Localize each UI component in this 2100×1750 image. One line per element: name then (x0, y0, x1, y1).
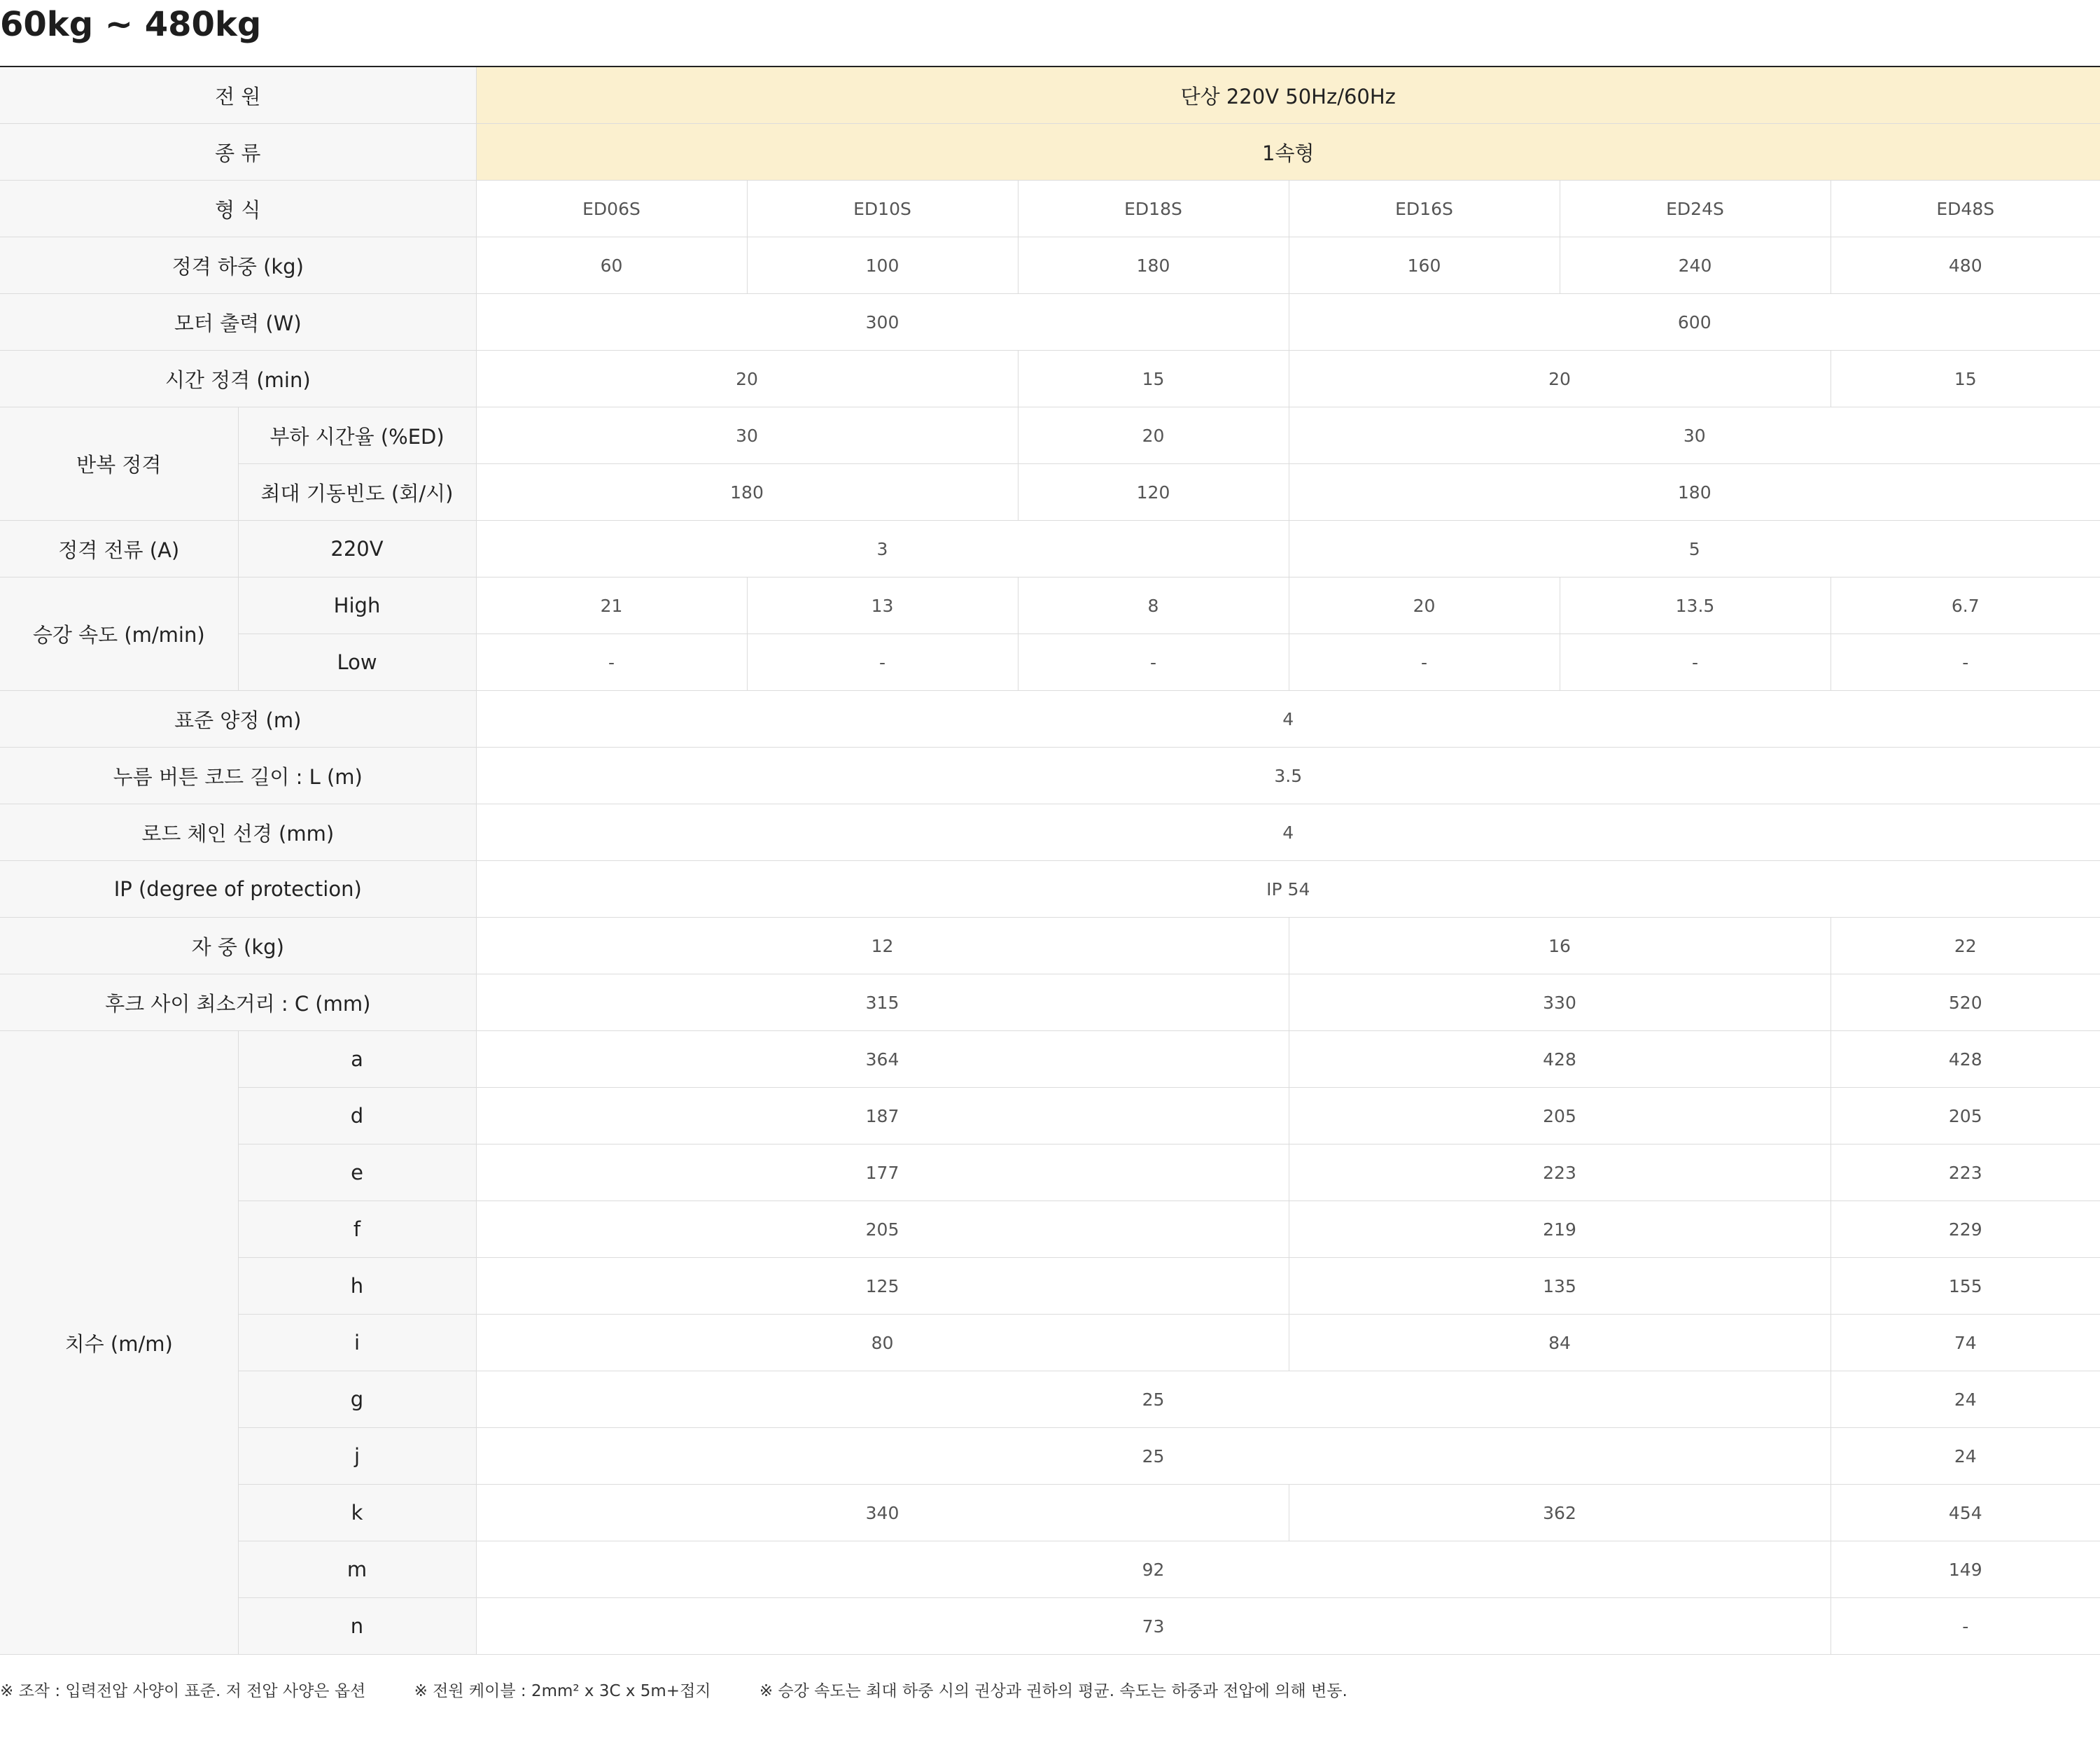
rated-load-cell: 240 (1560, 237, 1830, 294)
speed-high-label: High (238, 578, 476, 634)
rated-load-cell: 160 (1289, 237, 1560, 294)
dim-k-cell: 362 (1289, 1485, 1830, 1541)
footnote: ※ 전원 케이블 : 2mm² x 3C x 5m+접지 (414, 1682, 711, 1700)
row-speed-high (0, 578, 2100, 634)
model-cell: ED18S (1018, 181, 1289, 237)
speed-high-cell: 20 (1289, 578, 1560, 634)
duty-label: 부하 시간율 (%ED) (238, 407, 476, 464)
type-value: 1속형 (476, 124, 2100, 181)
time-rating-cell: 20 (476, 351, 1018, 407)
row-speed-low (0, 634, 2100, 691)
footnotes (0, 1677, 1391, 1705)
speed-low-cell: - (1018, 634, 1289, 691)
dim-a-cell: 428 (1830, 1031, 2100, 1088)
row-dim-d (0, 1088, 2100, 1144)
speed-low-cell: - (1289, 634, 1560, 691)
dim-m-cell: 92 (476, 1541, 1830, 1598)
hook-label: 후크 사이 최소거리 : C (mm) (0, 974, 476, 1031)
dim-a-label: a (238, 1031, 476, 1088)
speed-low-cell: - (476, 634, 747, 691)
speed-low-cell: - (747, 634, 1018, 691)
model-cell: ED24S (1560, 181, 1830, 237)
dim-d-cell: 205 (1289, 1088, 1830, 1144)
spec-table (0, 66, 2100, 1655)
dim-g-cell: 25 (476, 1371, 1830, 1428)
hook-cell: 315 (476, 974, 1289, 1031)
rated-load-cell: 480 (1830, 237, 2100, 294)
row-dim-a (0, 1031, 2100, 1088)
dim-d-cell: 187 (476, 1088, 1289, 1144)
model-cell: ED48S (1830, 181, 2100, 237)
dim-h-cell: 135 (1289, 1258, 1830, 1315)
row-hook (0, 974, 2100, 1031)
motor-label: 모터 출력 (W) (0, 294, 476, 351)
dim-a-cell: 428 (1289, 1031, 1830, 1088)
speed-high-cell: 21 (476, 578, 747, 634)
current-cell: 5 (1289, 521, 2100, 578)
cord-cell: 3.5 (476, 748, 2100, 804)
dim-f-cell: 229 (1830, 1201, 2100, 1258)
dim-i-cell: 80 (476, 1315, 1289, 1371)
starts-cell: 120 (1018, 464, 1289, 521)
dim-n-label: n (238, 1598, 476, 1655)
rated-load-label: 정격 하중 (kg) (0, 237, 476, 294)
dim-g-cell: 24 (1830, 1371, 2100, 1428)
dim-h-cell: 125 (476, 1258, 1289, 1315)
lift-cell: 4 (476, 691, 2100, 748)
duty-cell: 20 (1018, 407, 1289, 464)
duty-cell: 30 (476, 407, 1018, 464)
weight-label: 자 중 (kg) (0, 918, 476, 974)
speed-low-cell: - (1560, 634, 1830, 691)
row-time-rating (0, 351, 2100, 407)
dim-d-label: d (238, 1088, 476, 1144)
row-ip (0, 861, 2100, 918)
dim-k-cell: 340 (476, 1485, 1289, 1541)
row-dim-j (0, 1428, 2100, 1485)
row-dim-f (0, 1201, 2100, 1258)
dim-f-label: f (238, 1201, 476, 1258)
ip-label: IP (degree of protection) (0, 861, 476, 918)
rated-load-cell: 100 (747, 237, 1018, 294)
dim-j-cell: 25 (476, 1428, 1830, 1485)
dim-d-cell: 205 (1830, 1088, 2100, 1144)
dim-i-cell: 74 (1830, 1315, 2100, 1371)
dim-k-cell: 454 (1830, 1485, 2100, 1541)
dim-a-cell: 364 (476, 1031, 1289, 1088)
dim-j-cell: 24 (1830, 1428, 2100, 1485)
power-label: 전 원 (0, 66, 476, 124)
dim-k-label: k (238, 1485, 476, 1541)
hook-cell: 330 (1289, 974, 1830, 1031)
starts-cell: 180 (1289, 464, 2100, 521)
row-model (0, 181, 2100, 237)
page-title: 60kg ~ 480kg (0, 5, 262, 44)
time-rating-cell: 15 (1018, 351, 1289, 407)
row-dim-n (0, 1598, 2100, 1655)
dim-n-cell: 73 (476, 1598, 1830, 1655)
motor-cell: 300 (476, 294, 1289, 351)
time-rating-cell: 15 (1830, 351, 2100, 407)
row-cord (0, 748, 2100, 804)
chain-cell: 4 (476, 804, 2100, 861)
current-cell: 3 (476, 521, 1289, 578)
repeat-label: 반복 정격 (0, 407, 238, 521)
row-current (0, 521, 2100, 578)
motor-cell: 600 (1289, 294, 2100, 351)
row-dim-i (0, 1315, 2100, 1371)
chain-label: 로드 체인 선경 (mm) (0, 804, 476, 861)
row-dim-m (0, 1541, 2100, 1598)
time-rating-cell: 20 (1289, 351, 1830, 407)
model-cell: ED10S (747, 181, 1018, 237)
dim-j-label: j (238, 1428, 476, 1485)
footnote: ※ 조작 : 입력전압 사양이 표준. 저 전압 사양은 옵션 (0, 1682, 366, 1700)
ip-cell: IP 54 (476, 861, 2100, 918)
dim-h-label: h (238, 1258, 476, 1315)
type-label: 종 류 (0, 124, 476, 181)
row-dim-e (0, 1144, 2100, 1201)
dim-e-cell: 177 (476, 1144, 1289, 1201)
dim-m-label: m (238, 1541, 476, 1598)
dim-f-cell: 219 (1289, 1201, 1830, 1258)
dim-e-cell: 223 (1830, 1144, 2100, 1201)
weight-cell: 12 (476, 918, 1289, 974)
dim-f-cell: 205 (476, 1201, 1289, 1258)
row-dim-k (0, 1485, 2100, 1541)
speed-high-cell: 13 (747, 578, 1018, 634)
speed-low-label: Low (238, 634, 476, 691)
row-weight (0, 918, 2100, 974)
starts-label: 최대 기동빈도 (회/시) (238, 464, 476, 521)
time-rating-label: 시간 정격 (min) (0, 351, 476, 407)
dim-label: 치수 (m/m) (0, 1031, 238, 1655)
speed-high-cell: 8 (1018, 578, 1289, 634)
current-label: 정격 전류 (A) (0, 521, 238, 578)
model-cell: ED06S (476, 181, 747, 237)
weight-cell: 16 (1289, 918, 1830, 974)
dim-i-label: i (238, 1315, 476, 1371)
row-starts (0, 464, 2100, 521)
speed-high-cell: 13.5 (1560, 578, 1830, 634)
row-type (0, 124, 2100, 181)
model-label: 형 식 (0, 181, 476, 237)
row-duty (0, 407, 2100, 464)
footnote: ※ 승강 속도는 최대 하중 시의 권상과 권하의 평균. 속도는 하중과 전압에 의해 변동. (759, 1682, 1348, 1700)
duty-cell: 30 (1289, 407, 2100, 464)
dim-i-cell: 84 (1289, 1315, 1830, 1371)
power-value: 단상 220V 50Hz/60Hz (476, 66, 2100, 124)
row-chain (0, 804, 2100, 861)
row-lift (0, 691, 2100, 748)
starts-cell: 180 (476, 464, 1018, 521)
row-rated-load (0, 237, 2100, 294)
row-dim-g (0, 1371, 2100, 1428)
weight-cell: 22 (1830, 918, 2100, 974)
hook-cell: 520 (1830, 974, 2100, 1031)
dim-n-cell: - (1830, 1598, 2100, 1655)
dim-h-cell: 155 (1830, 1258, 2100, 1315)
dim-e-cell: 223 (1289, 1144, 1830, 1201)
dim-e-label: e (238, 1144, 476, 1201)
row-dim-h (0, 1258, 2100, 1315)
dim-m-cell: 149 (1830, 1541, 2100, 1598)
model-cell: ED16S (1289, 181, 1560, 237)
speed-high-cell: 6.7 (1830, 578, 2100, 634)
cord-label: 누름 버튼 코드 길이 : L (m) (0, 748, 476, 804)
row-power (0, 66, 2100, 124)
row-motor (0, 294, 2100, 351)
lift-label: 표준 양정 (m) (0, 691, 476, 748)
speed-low-cell: - (1830, 634, 2100, 691)
rated-load-cell: 60 (476, 237, 747, 294)
rated-load-cell: 180 (1018, 237, 1289, 294)
speed-label: 승강 속도 (m/min) (0, 578, 238, 691)
current-sub-label: 220V (238, 521, 476, 578)
dim-g-label: g (238, 1371, 476, 1428)
